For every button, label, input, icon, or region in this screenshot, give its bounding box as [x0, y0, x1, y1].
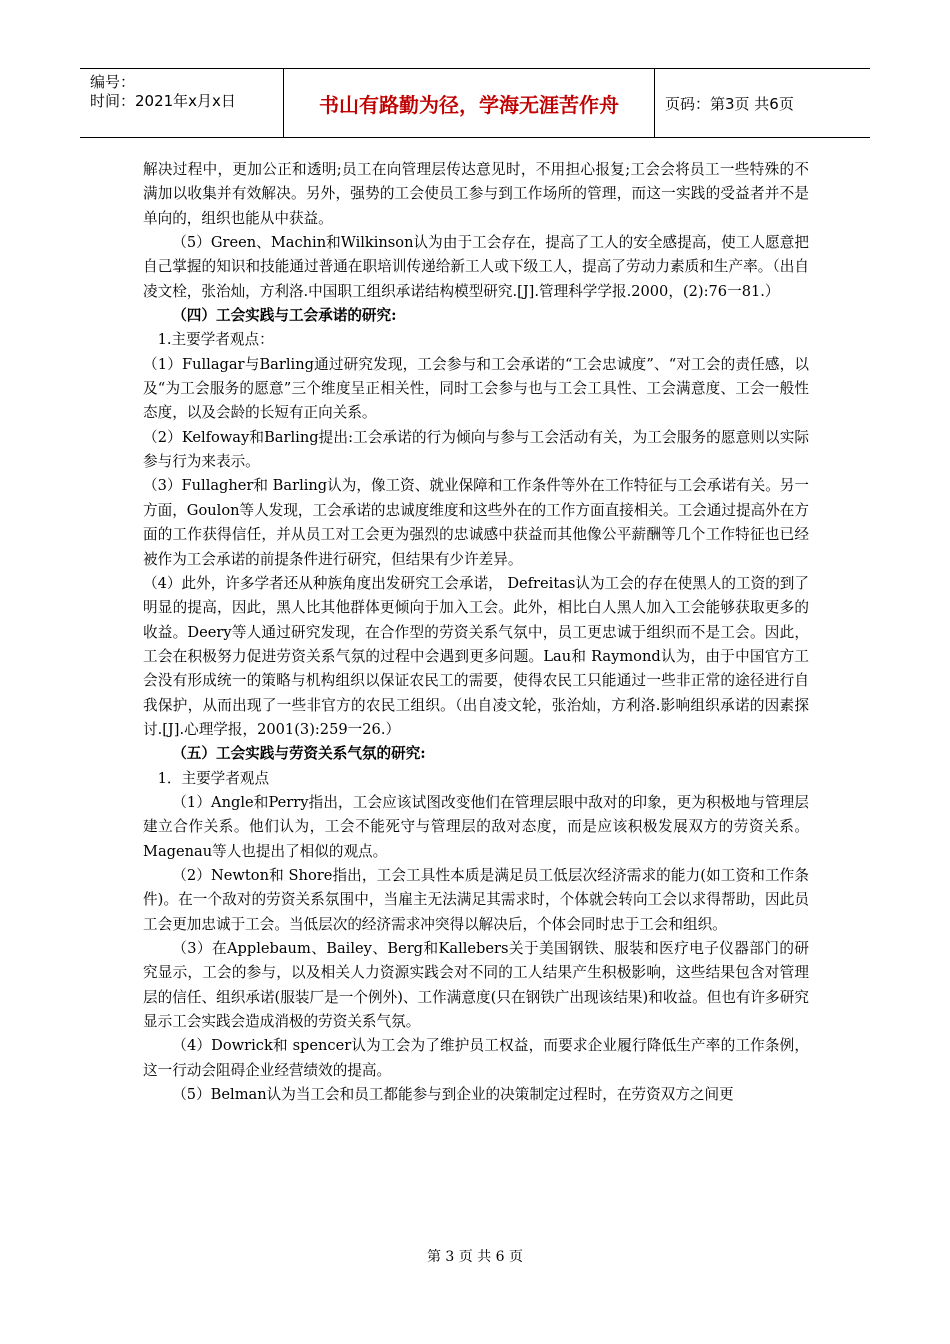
document-time-label: 时间：2021年x月x日 [90, 92, 236, 110]
header-meta [80, 69, 283, 137]
subheading: 1．主要学者观点 [157, 769, 270, 787]
paragraph: （2）Kelfoway和Barling提出:工会承诺的行为倾向与参与工会活动有关，为工会服务的愿意则以实际参与行为来表示。 [143, 428, 809, 471]
section-heading: （四）工会实践与工会承诺的研究: [172, 307, 397, 325]
paragraph: （2）Newton和 Shore指出，工会工具性本质是满足员工低层次经济需求的能力(如工资和工作条件)。在一个敌对的劳资关系氛围中，当雇主无法满足其需求时，个体就会转向工会以求得帮助，因此员工会更加忠诚于工会。当低层次的经济需求冲突得以解决后，个体会同时忠于工会和组织。 [143, 866, 809, 933]
page-header [80, 68, 870, 138]
paragraph: （1）Fullagar与Barling通过研究发现，工会参与和工会承诺的“工会忠诚度”、“对工会的责任感，以及“为工会服务的愿意”三个维度呈正相关性，同时工会参与也与工会工具性、工会满意度、工会一般性态度，以及会龄的长短有正向关系。 [143, 355, 809, 422]
paragraph: （4）此外，许多学者还从种族角度出发研究工会承诺， Defreitas认为工会的存在使黑人的工资的到了明显的提高，因此，黑人比其他群体更倾向于加入工会。此外，相比白人黑人加入工会能够获取更多的收益。Deery等人通过研究发现，在合作型的劳资关系气氛中，员工更忠诚于组织而不是工会。因此，工会在积极努力促进劳资关系气氛的过程中会遇到更多问题。Lau和 Raymond认为，由于中国官方工会没有形成统一的策略与机构组织以保证农民工的需要，使得农民工只能通过一些非正常的途径进行自我保护，从而出现了一些非官方的农民工组织。（出自凌文轮，张治灿，方利洛.影响组织承诺的因素探讨.[J].心理学报，2001(3):259一26.） [143, 574, 809, 738]
document-body [143, 158, 809, 1107]
paragraph: （3）Fullagher和 Barling认为，像工资、就业保障和工作条件等外在工作特征与工会承诺有关。另一方面，Goulon等人发现，工会承诺的忠诚度维度和这些外在的工作方面直接相关。工会通过提高外在方面的工作获得信任，并从员工对工会更为强烈的忠诚感中获益而其他像公平薪酬等几个工作特征也已经被作为工会承诺的前提条件进行研究，但结果有少许差异。 [143, 477, 809, 568]
paragraph: （5）Green、Machin和Wilkinson认为由于工会存在，提高了工人的安全感提高，使工人愿意把自己掌握的知识和技能通过普通在职培训传递给新工人或下级工人，提高了劳动力素质和生产率。（出自凌文栓，张治灿，方利洛.中国职工组织承诺结构模型研究.[J].管理科学学报.2000，(2):76一81.） [143, 234, 809, 300]
paragraph: 解决过程中，更加公正和透明;员工在向管理层传达意见时，不用担心报复;工会会将员工一些特殊的不满加以收集并有效解决。另外，强势的工会使员工参与到工作场所的管理，而这一实践的受益者并不是单向的，组织也能从中获益。 [143, 161, 809, 227]
paragraph: （1）Angle和Perry指出，工会应该试图改变他们在管理层眼中敌对的印象，更为积极地与管理层建立合作关系。他们认为，工会不能死守与管理层的敌对态度，而是应该积极发展双方的劳资关系。Magenau等人也提出了相似的观点。 [143, 793, 809, 860]
paragraph: （3）在Applebaum、Bailey、Berg和Kallebers关于美国钢铁、服装和医疗电子仪器部门的研究显示，工会的参与，以及相关人力资源实践会对不同的工人结果产生积极影响，这些结果包含对管理层的信任、组织承诺(服装厂是一个例外)、工作满意度(只在钢铁广出现该结果)和收益。但也有许多研究显示工会实践会造成消极的劳资关系气氛。 [143, 940, 809, 1031]
page-footer: 第 3 页 共 6 页 [426, 1249, 524, 1265]
paragraph: （5）Belman认为当工会和员工都能参与到企业的决策制定过程时，在劳资双方之间更 [172, 1086, 734, 1104]
section-heading: （五）工会实践与劳资关系气氛的研究: [172, 745, 426, 763]
document-number-label: 编号： [90, 73, 136, 91]
paragraph: （4）Dowrick和 spencer认为工会为了维护员工权益，而要求企业履行降低生产率的工作条例，这一行动会阻碍企业经营绩效的提高。 [143, 1037, 809, 1079]
header-motto: 书山有路勤为径，学海无涯苦作舟 [283, 69, 655, 137]
subheading: 1.主要学者观点： [157, 331, 274, 349]
header-page-number: 页码：第3页 共6页 [665, 94, 794, 113]
